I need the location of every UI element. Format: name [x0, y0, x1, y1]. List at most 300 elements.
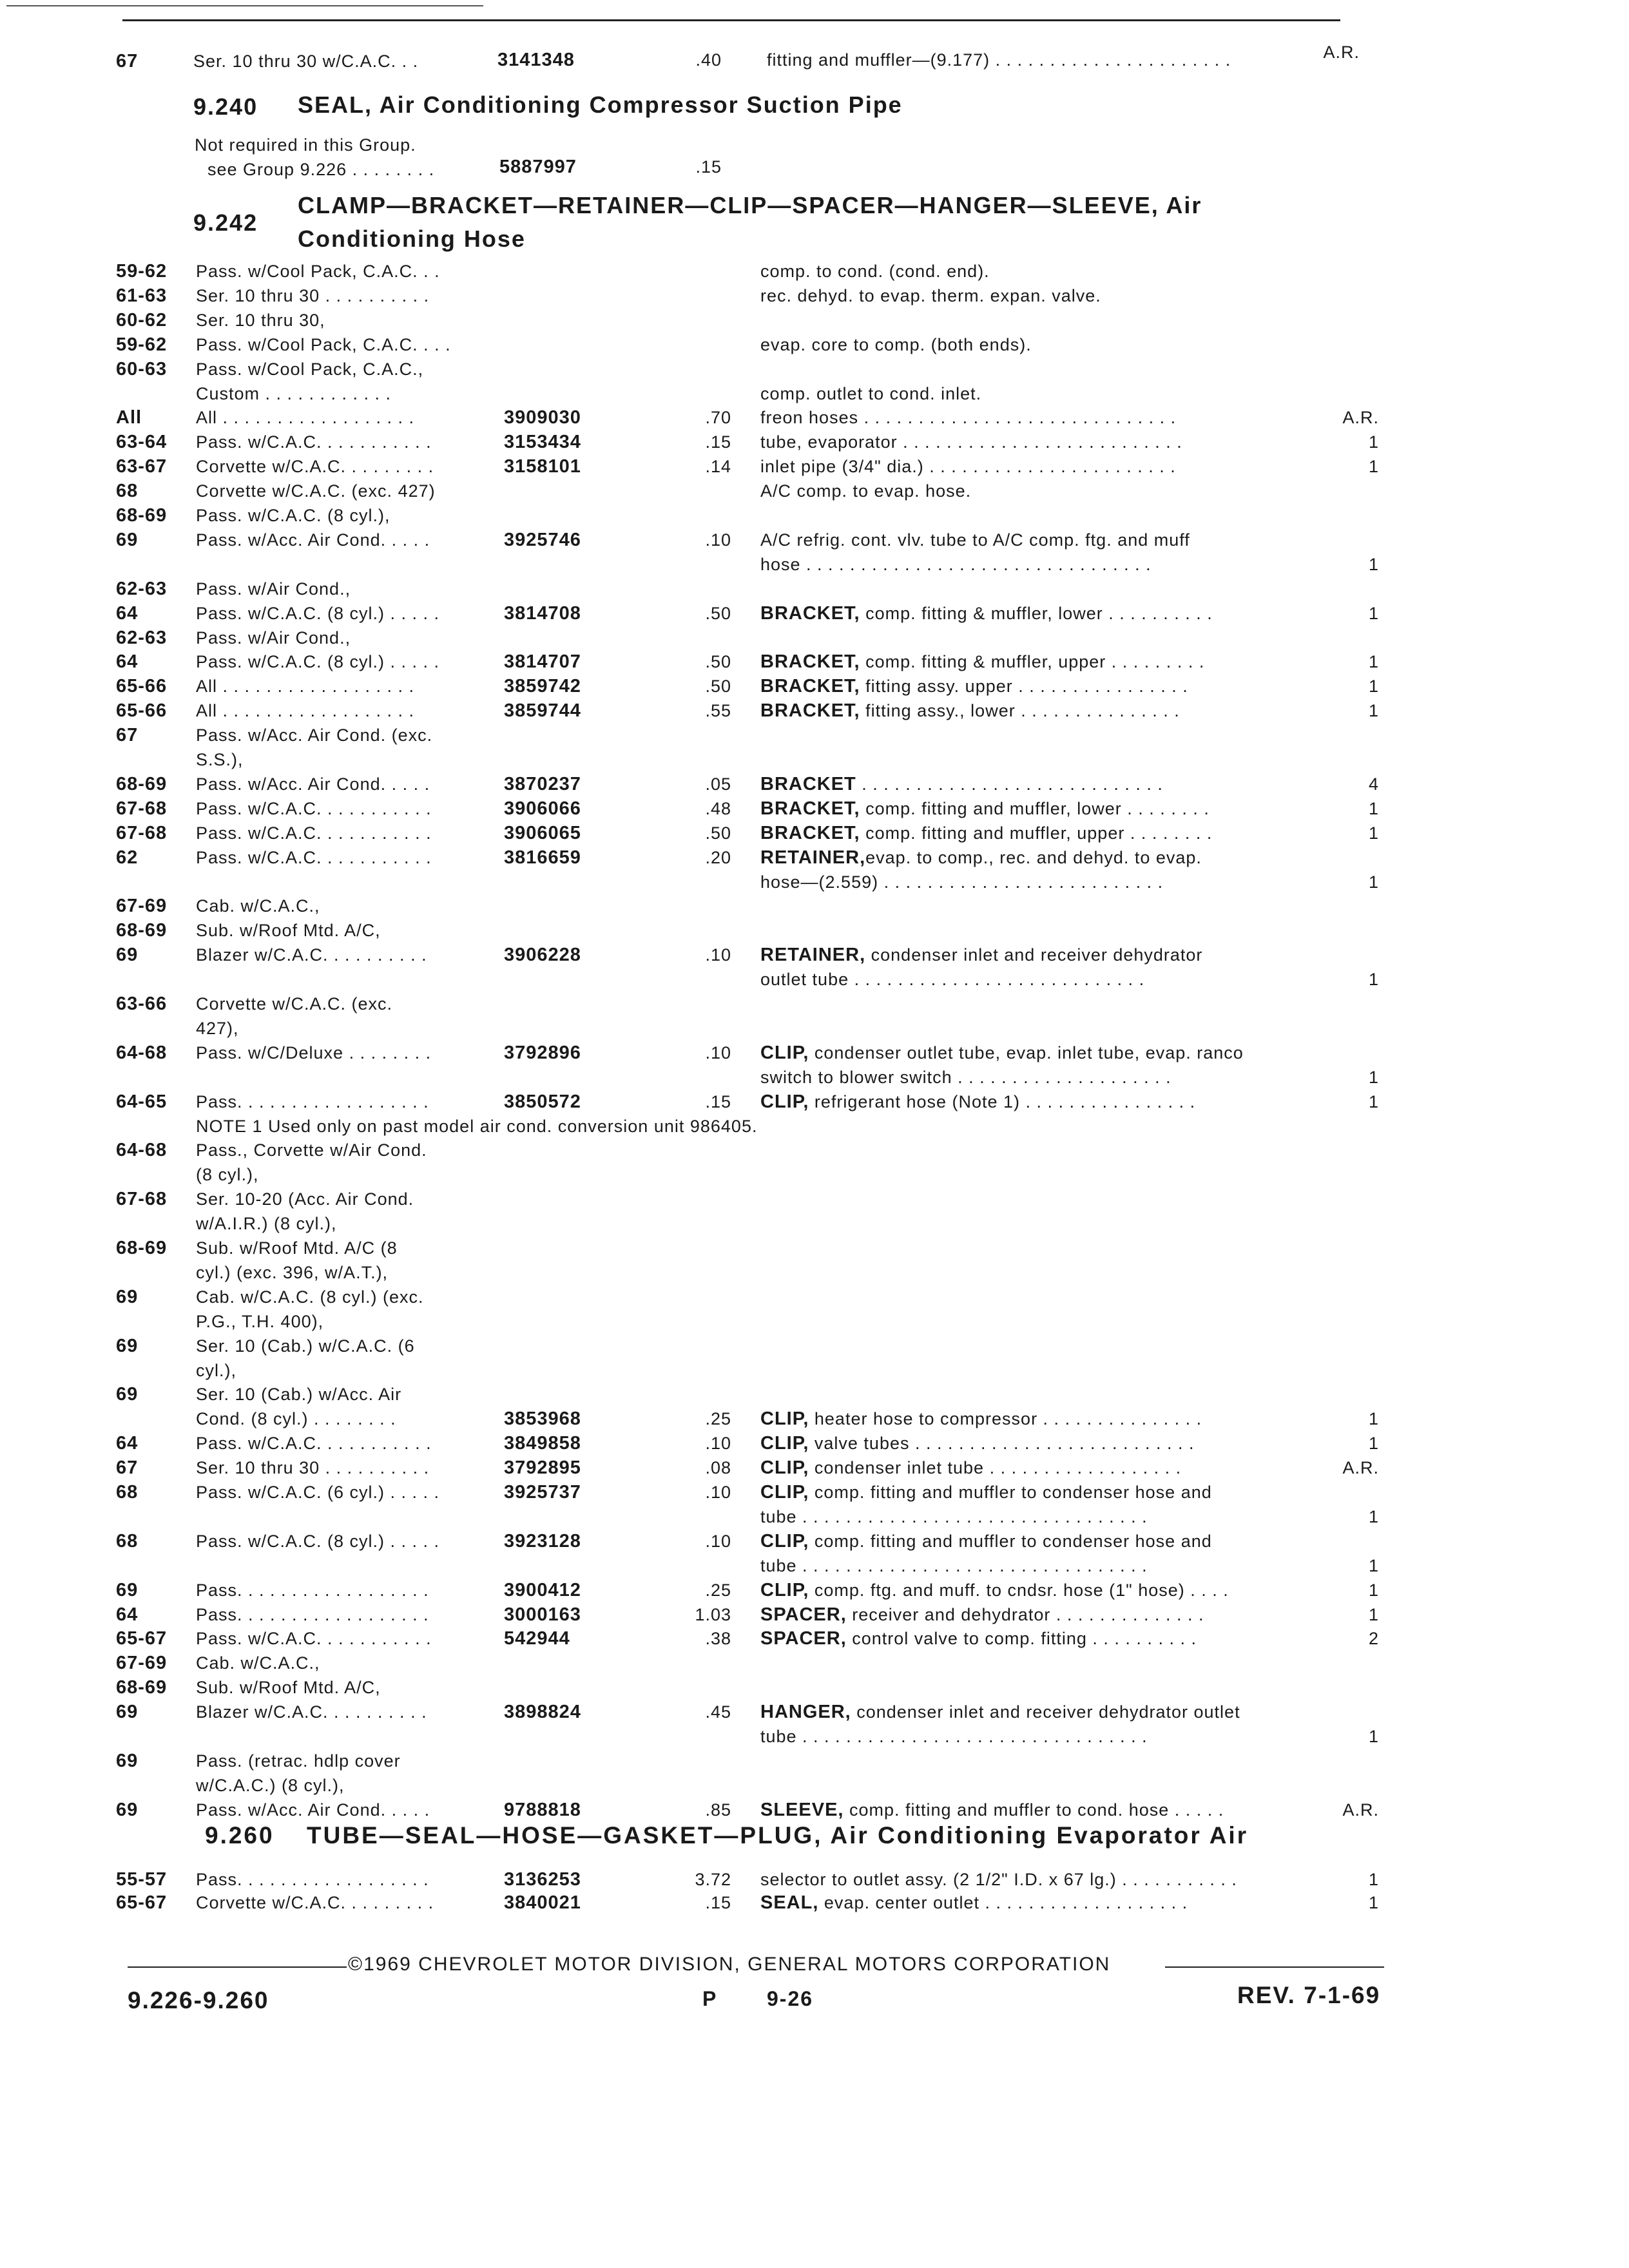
quantity: 1	[1368, 457, 1379, 476]
footer-rule-right	[1165, 1966, 1384, 1968]
description	[760, 1432, 1195, 1454]
description-text: condenser inlet tube . . . . . . . . . . . . . . . . . .	[809, 1458, 1182, 1477]
part-number: 3853968	[504, 1408, 581, 1429]
description	[760, 334, 1032, 356]
quantity: 1	[1368, 1507, 1379, 1526]
price: .85	[705, 1800, 731, 1820]
description	[760, 456, 1176, 477]
description-text: heater hose to compressor . . . . . . . . . . . . . . .	[809, 1409, 1202, 1428]
price: .14	[705, 457, 731, 476]
sec240-part: 5887997	[499, 157, 577, 177]
description-text: inlet pipe (3/4" dia.) . . . . . . . . . . . . . . . . . . . . . . .	[760, 457, 1176, 476]
model: Cab. w/C.A.C.,	[196, 1653, 320, 1673]
quantity: 1	[1368, 677, 1379, 696]
description-text: switch to blower switch . . . . . . . . . . . . . . . . . . . .	[760, 1068, 1171, 1087]
model: All . . . . . . . . . . . . . . . . . .	[196, 408, 415, 427]
price: .10	[705, 1043, 731, 1062]
part-number: 3792895	[504, 1457, 581, 1478]
quantity: 1	[1368, 1893, 1379, 1912]
model: Custom . . . . . . . . . . . .	[196, 384, 392, 403]
price: .50	[705, 604, 731, 623]
model: Pass. . . . . . . . . . . . . . . . . .	[196, 1605, 429, 1624]
year: 63-67	[116, 456, 168, 477]
part-number: 3925737	[504, 1482, 581, 1503]
quantity: 2	[1368, 1629, 1379, 1648]
year: 59-62	[116, 334, 168, 355]
price: .10	[705, 530, 731, 550]
section-9-242-title: CLAMP—BRACKET—RETAINER—CLIP—SPACER—HANGER—SLEEVE, Air	[298, 192, 1202, 218]
description-text: comp. outlet to cond. inlet.	[760, 384, 982, 403]
description-text: outlet tube . . . . . . . . . . . . . . . . . . . . . . . . . . .	[760, 970, 1145, 989]
model: Pass. w/Air Cond.,	[196, 628, 351, 648]
part-number: 3906228	[504, 945, 581, 965]
model: Cond. (8 cyl.) . . . . . . . .	[196, 1409, 396, 1428]
description	[760, 1628, 1197, 1649]
price: .40	[695, 50, 722, 70]
model: Pass. w/C.A.C. (8 cyl.) . . . . .	[196, 604, 440, 623]
part-name: SEAL,	[760, 1892, 819, 1913]
sec240-price: .15	[695, 157, 722, 177]
description	[760, 285, 1101, 307]
model: Pass. w/C.A.C. . . . . . . . . . .	[196, 1434, 432, 1453]
description-text: freon hoses . . . . . . . . . . . . . . . . . . . . . . . . . . . . .	[760, 408, 1177, 427]
model: Ser. 10 thru 30,	[196, 311, 325, 330]
year: 69	[116, 1800, 139, 1820]
year: 59-62	[116, 261, 168, 282]
model: w/C.A.C.) (8 cyl.),	[196, 1776, 345, 1795]
model: cyl.),	[196, 1361, 236, 1380]
description	[760, 773, 1163, 795]
year: 68-69	[116, 774, 168, 794]
price: .10	[705, 1532, 731, 1551]
year: 69	[116, 530, 139, 550]
description	[760, 675, 1188, 697]
part-number: 9788818	[504, 1800, 581, 1820]
description	[760, 1892, 1188, 1914]
year: 68	[116, 481, 139, 501]
description-text: A/C refrig. cont. vlv. tube to A/C comp. ftg. and muff	[760, 530, 1190, 550]
section-9-240-title: SEAL, Air Conditioning Compressor Suction Pipe	[298, 91, 903, 118]
part-number: 542944	[504, 1628, 570, 1649]
model: Pass. w/C.A.C. . . . . . . . . . .	[196, 1629, 432, 1648]
part-name: BRACKET,	[760, 700, 860, 721]
part-number: 3816659	[504, 847, 581, 868]
description	[760, 1506, 1148, 1528]
price: .10	[705, 945, 731, 965]
model: Sub. w/Roof Mtd. A/C,	[196, 1678, 381, 1697]
part-name: BRACKET,	[760, 823, 860, 843]
model: Pass. w/Acc. Air Cond. . . . .	[196, 530, 430, 550]
model: Ser. 10 thru 30 . . . . . . . . . .	[196, 1458, 430, 1477]
description-text: refrigerant hose (Note 1) . . . . . . . . . . . . . . . .	[809, 1092, 1196, 1111]
part-number: 3923128	[504, 1531, 581, 1552]
model: Pass. w/Cool Pack, C.A.C. . .	[196, 262, 440, 281]
description-text: A/C comp. to evap. hose.	[760, 481, 972, 501]
year: 68-69	[116, 920, 168, 941]
year: 63-66	[116, 994, 168, 1014]
description-text: condenser inlet and receiver dehydrator	[865, 945, 1203, 965]
sec240-line2: see Group 9.226 . . . . . . . .	[207, 160, 435, 179]
model: Pass. w/Cool Pack, C.A.C.,	[196, 360, 424, 379]
year: 61-63	[116, 285, 168, 306]
year: 69	[116, 1336, 139, 1356]
year: 68-69	[116, 1238, 168, 1258]
year: 64	[116, 1604, 139, 1625]
part-name: CLIP,	[760, 1433, 809, 1454]
price: .50	[705, 677, 731, 696]
part-name: RETAINER,	[760, 847, 866, 868]
description-text: comp. ftg. and muff. to cndsr. hose (1" hose) . . . .	[809, 1581, 1229, 1600]
model: Ser. 10 thru 30 . . . . . . . . . .	[196, 286, 430, 305]
model: Pass. w/C/Deluxe . . . . . . . .	[196, 1043, 432, 1062]
model: Corvette w/C.A.C. (exc.	[196, 994, 393, 1014]
year: 69	[116, 1702, 139, 1722]
year: 62-63	[116, 628, 168, 648]
description	[760, 944, 1202, 966]
year: 69	[116, 1580, 139, 1600]
section-9-260-title: TUBE—SEAL—HOSE—GASKET—PLUG, Air Conditioning Evaporator Air	[307, 1822, 1249, 1849]
footer-rule-left	[128, 1966, 347, 1968]
description	[760, 1042, 1244, 1064]
part-name: CLIP,	[760, 1408, 809, 1429]
description-text: evap. center outlet . . . . . . . . . . . . . . . . . . .	[818, 1893, 1188, 1912]
year: 68	[116, 1482, 139, 1503]
model: Pass. . . . . . . . . . . . . . . . . .	[196, 1092, 429, 1111]
quantity: A.R.	[1342, 1458, 1379, 1477]
price: .15	[705, 1092, 731, 1111]
description-text: comp. to cond. (cond. end).	[760, 262, 990, 281]
model: Pass. w/C.A.C. (6 cyl.) . . . . .	[196, 1483, 440, 1502]
description-text: comp. fitting and muffler to condenser hose and	[809, 1483, 1212, 1502]
model: Sub. w/Roof Mtd. A/C,	[196, 921, 381, 940]
part-number: 3840021	[504, 1892, 581, 1913]
part-name: BRACKET,	[760, 651, 860, 672]
quantity: 1	[1368, 604, 1379, 623]
part-number: 3906066	[504, 798, 581, 819]
page-number: 9-26	[767, 1987, 814, 2010]
part-number: 3849858	[504, 1433, 581, 1454]
part-number: 3158101	[504, 456, 581, 477]
year: 68-69	[116, 505, 168, 526]
description	[760, 1091, 1195, 1113]
quantity: 1	[1368, 701, 1379, 720]
description	[760, 1481, 1212, 1503]
year: 67-68	[116, 823, 168, 843]
part-number: 3153434	[504, 432, 581, 452]
year: 68	[116, 1531, 139, 1552]
model: Cab. w/C.A.C. (8 cyl.) (exc.	[196, 1287, 424, 1307]
description	[760, 260, 990, 282]
model: Pass. (retrac. hdlp cover	[196, 1751, 401, 1771]
description-text: fitting assy. upper . . . . . . . . . . . . . . . .	[860, 677, 1188, 696]
section-9-242-number: 9.242	[193, 209, 258, 236]
quantity: 1	[1368, 1409, 1379, 1428]
sec240-line1: Not required in this Group.	[195, 135, 416, 155]
description-text: fitting assy., lower . . . . . . . . . . . . . . .	[860, 701, 1180, 720]
quantity: A.R.	[1323, 43, 1360, 62]
description	[760, 431, 1182, 453]
model: Pass., Corvette w/Air Cond.	[196, 1140, 427, 1160]
part-number: 3141348	[497, 50, 575, 70]
quantity: 1	[1368, 872, 1379, 892]
year: 63-64	[116, 432, 168, 452]
price: .48	[705, 799, 731, 818]
part-name: CLIP,	[760, 1457, 809, 1478]
description	[760, 1579, 1229, 1601]
model: Blazer w/C.A.C. . . . . . . . . .	[196, 945, 427, 965]
page-range: 9.226-9.260	[128, 1987, 269, 2013]
model: Blazer w/C.A.C. . . . . . . . . .	[196, 1702, 427, 1722]
price: .70	[705, 408, 731, 427]
description	[760, 553, 1152, 575]
part-name: SPACER,	[760, 1628, 847, 1649]
year: 65-67	[116, 1628, 168, 1649]
year: 69	[116, 1384, 139, 1405]
price: .10	[705, 1434, 731, 1453]
price: 3.72	[695, 1870, 731, 1889]
model: NOTE 1 Used only on past model air cond. conversion unit 986405.	[196, 1117, 758, 1136]
description	[760, 798, 1210, 820]
price: .50	[705, 652, 731, 671]
price: .55	[705, 701, 731, 720]
description	[760, 1725, 1148, 1747]
description	[760, 1457, 1181, 1479]
quantity: A.R.	[1342, 408, 1379, 427]
description: fitting and muffler—(9.177) . . . . . . . . . . . . . . . . . . . . . .	[767, 50, 1231, 70]
model: S.S.),	[196, 750, 244, 769]
description-text: hose—(2.559) . . . . . . . . . . . . . . . . . . . . . . . . . .	[760, 872, 1164, 892]
description-text: selector to outlet assy. (2 1/2" I.D. x 67 lg.) . . . . . . . . . . .	[760, 1870, 1237, 1889]
model: (8 cyl.),	[196, 1165, 259, 1184]
part-name: BRACKET,	[760, 798, 860, 819]
part-number: 3136253	[504, 1869, 581, 1890]
model: Pass. w/C.A.C. (8 cyl.) . . . . .	[196, 1532, 440, 1551]
part-number: 3792896	[504, 1043, 581, 1063]
quantity: 1	[1368, 1581, 1379, 1600]
model: Ser. 10 thru 30 w/C.A.C. . .	[193, 52, 419, 71]
description	[760, 1555, 1148, 1577]
description	[760, 1799, 1224, 1821]
part-name: CLIP,	[760, 1043, 809, 1063]
part-number: 3850572	[504, 1091, 581, 1112]
price: .50	[705, 823, 731, 843]
price: .15	[705, 1893, 731, 1912]
model: Pass. w/C.A.C. . . . . . . . . . .	[196, 848, 432, 867]
price: .08	[705, 1458, 731, 1477]
model: Pass. w/C.A.C. . . . . . . . . . .	[196, 799, 432, 818]
year: 64	[116, 1433, 139, 1454]
year: 60-63	[116, 359, 168, 380]
price: .25	[705, 1409, 731, 1428]
price: .15	[705, 432, 731, 452]
section-9-242-title-cont: Conditioning Hose	[298, 226, 526, 252]
part-name: BRACKET,	[760, 603, 860, 624]
description	[760, 407, 1176, 428]
year: 67	[116, 51, 139, 72]
description	[760, 651, 1204, 673]
quantity: 1	[1368, 432, 1379, 452]
revision: REV. 7-1-69	[1237, 1982, 1381, 2008]
model: Ser. 10 (Cab.) w/C.A.C. (6	[196, 1336, 415, 1356]
part-number: 3900412	[504, 1580, 581, 1600]
description-text: tube . . . . . . . . . . . . . . . . . . . . . . . . . . . . . . . .	[760, 1727, 1148, 1746]
description-text: evap. to comp., rec. and dehyd. to evap.	[865, 848, 1202, 867]
model: P.G., T.H. 400),	[196, 1312, 324, 1331]
year: 67-69	[116, 896, 168, 916]
price: .45	[705, 1702, 731, 1722]
description-text: hose . . . . . . . . . . . . . . . . . . . . . . . . . . . . . . . .	[760, 555, 1152, 574]
description	[760, 871, 1163, 893]
year: 65-66	[116, 700, 168, 721]
description-text: comp. fitting and muffler to condenser hose and	[809, 1532, 1212, 1551]
price: .25	[705, 1581, 731, 1600]
description-text: comp. fitting & muffler, lower . . . . . . . . . .	[860, 604, 1213, 623]
part-name: BRACKET,	[760, 676, 860, 697]
description	[760, 480, 971, 502]
model: Cab. w/C.A.C.,	[196, 896, 320, 916]
model: Pass. . . . . . . . . . . . . . . . . .	[196, 1581, 429, 1600]
year: 67-68	[116, 1189, 168, 1209]
quantity: 1	[1368, 652, 1379, 671]
part-number: 3870237	[504, 774, 581, 794]
header-rule	[122, 19, 1340, 21]
model: Pass. . . . . . . . . . . . . . . . . .	[196, 1870, 429, 1889]
part-name: CLIP,	[760, 1091, 809, 1112]
model: Corvette w/C.A.C. . . . . . . . .	[196, 457, 434, 476]
model: Ser. 10 (Cab.) w/Acc. Air	[196, 1385, 402, 1404]
part-number: 3000163	[504, 1604, 581, 1625]
part-number: 3909030	[504, 407, 581, 428]
part-number: 3814708	[504, 603, 581, 624]
model: Pass. w/Acc. Air Cond. . . . .	[196, 774, 430, 794]
year: 64-68	[116, 1140, 168, 1160]
quantity: 1	[1368, 1556, 1379, 1575]
description-text: comp. fitting and muffler, lower . . . . . . . .	[860, 799, 1210, 818]
model: Pass. w/Acc. Air Cond. (exc.	[196, 726, 433, 745]
description	[760, 1530, 1212, 1552]
quantity: 1	[1368, 1092, 1379, 1111]
model: Corvette w/C.A.C. . . . . . . . .	[196, 1893, 434, 1912]
quantity: 1	[1368, 970, 1379, 989]
part-name: RETAINER,	[760, 945, 866, 965]
year: All	[116, 407, 142, 428]
description-text: evap. core to comp. (both ends).	[760, 335, 1032, 354]
quantity: 1	[1368, 1068, 1379, 1087]
model: cyl.) (exc. 396, w/A.T.),	[196, 1263, 389, 1282]
description-text: condenser outlet tube, evap. inlet tube, evap. ranco	[809, 1043, 1244, 1062]
description	[760, 1604, 1204, 1626]
model: 427),	[196, 1019, 239, 1038]
description-text: tube . . . . . . . . . . . . . . . . . . . . . . . . . . . . . . . .	[760, 1507, 1148, 1526]
year: 64	[116, 651, 139, 672]
quantity: A.R.	[1342, 1800, 1379, 1820]
model: Pass. w/C.A.C. . . . . . . . . . .	[196, 823, 432, 843]
description	[760, 1408, 1202, 1430]
year: 62	[116, 847, 139, 868]
quantity: 1	[1368, 1434, 1379, 1453]
description-text: tube . . . . . . . . . . . . . . . . . . . . . . . . . . . . . . . .	[760, 1556, 1148, 1575]
description-text: control valve to comp. fitting . . . . . . . . . .	[846, 1629, 1197, 1648]
description	[760, 383, 981, 405]
part-name: SPACER,	[760, 1604, 847, 1625]
description	[760, 1066, 1171, 1088]
description	[760, 700, 1180, 722]
model: Sub. w/Roof Mtd. A/C (8	[196, 1238, 398, 1258]
part-name: HANGER,	[760, 1702, 851, 1722]
model: Pass. w/Air Cond.,	[196, 579, 351, 599]
part-number: 3814707	[504, 651, 581, 672]
description-text: valve tubes . . . . . . . . . . . . . . . . . . . . . . . . . .	[809, 1434, 1195, 1453]
part-name: BRACKET	[760, 774, 856, 794]
year: 68-69	[116, 1677, 168, 1698]
part-name: SLEEVE,	[760, 1800, 844, 1820]
price: .38	[705, 1629, 731, 1648]
price: .05	[705, 774, 731, 794]
model: All . . . . . . . . . . . . . . . . . .	[196, 677, 415, 696]
page-prefix: P	[702, 1987, 718, 2010]
year: 69	[116, 1751, 139, 1771]
top-rule	[6, 5, 483, 6]
part-number: 3925746	[504, 530, 581, 550]
description-text: receiver and dehydrator . . . . . . . . . . . . . .	[846, 1605, 1204, 1624]
part-number: 3906065	[504, 823, 581, 843]
year: 65-67	[116, 1892, 168, 1913]
section-9-240-number: 9.240	[193, 93, 258, 120]
quantity: 1	[1368, 1605, 1379, 1624]
year: 64	[116, 603, 139, 624]
year: 69	[116, 1287, 139, 1307]
description	[760, 1701, 1240, 1723]
price: .10	[705, 1483, 731, 1502]
description	[760, 822, 1212, 844]
year: 67	[116, 1457, 139, 1478]
model: Pass. w/C.A.C. (8 cyl.),	[196, 506, 390, 525]
year: 60-62	[116, 310, 168, 331]
year: 67-69	[116, 1653, 168, 1673]
model: Corvette w/C.A.C. (exc. 427)	[196, 481, 436, 501]
year: 65-66	[116, 676, 168, 697]
price: .20	[705, 848, 731, 867]
price: 1.03	[695, 1605, 731, 1624]
description-text: . . . . . . . . . . . . . . . . . . . . . . . . . . . .	[856, 774, 1163, 794]
description-text: comp. fitting and muffler to cond. hose . . . . .	[843, 1800, 1224, 1820]
model: Ser. 10-20 (Acc. Air Cond.	[196, 1189, 414, 1209]
description-text: rec. dehyd. to evap. therm. expan. valve.	[760, 286, 1101, 305]
part-name: CLIP,	[760, 1482, 809, 1503]
copyright: ©1969 CHEVROLET MOTOR DIVISION, GENERAL MOTORS CORPORATION	[348, 1954, 1111, 1975]
description	[760, 847, 1202, 869]
quantity: 4	[1368, 774, 1379, 794]
description-text: comp. fitting and muffler, upper . . . . . . . .	[860, 823, 1213, 843]
part-name: CLIP,	[760, 1580, 809, 1600]
model: w/A.I.R.) (8 cyl.),	[196, 1214, 337, 1233]
year: 55-57	[116, 1869, 168, 1890]
year: 69	[116, 945, 139, 965]
description	[760, 529, 1190, 551]
part-number: 3859742	[504, 676, 581, 697]
description	[760, 968, 1144, 990]
model: All . . . . . . . . . . . . . . . . . .	[196, 701, 415, 720]
quantity: 1	[1368, 799, 1379, 818]
part-number: 3898824	[504, 1702, 581, 1722]
model: Pass. w/C.A.C. . . . . . . . . . .	[196, 432, 432, 452]
model: Pass. w/C.A.C. (8 cyl.) . . . . .	[196, 652, 440, 671]
description	[760, 602, 1213, 624]
model: Pass. w/Cool Pack, C.A.C. . . .	[196, 335, 451, 354]
year: 62-63	[116, 579, 168, 599]
quantity: 1	[1368, 1870, 1379, 1889]
description	[760, 1869, 1237, 1890]
